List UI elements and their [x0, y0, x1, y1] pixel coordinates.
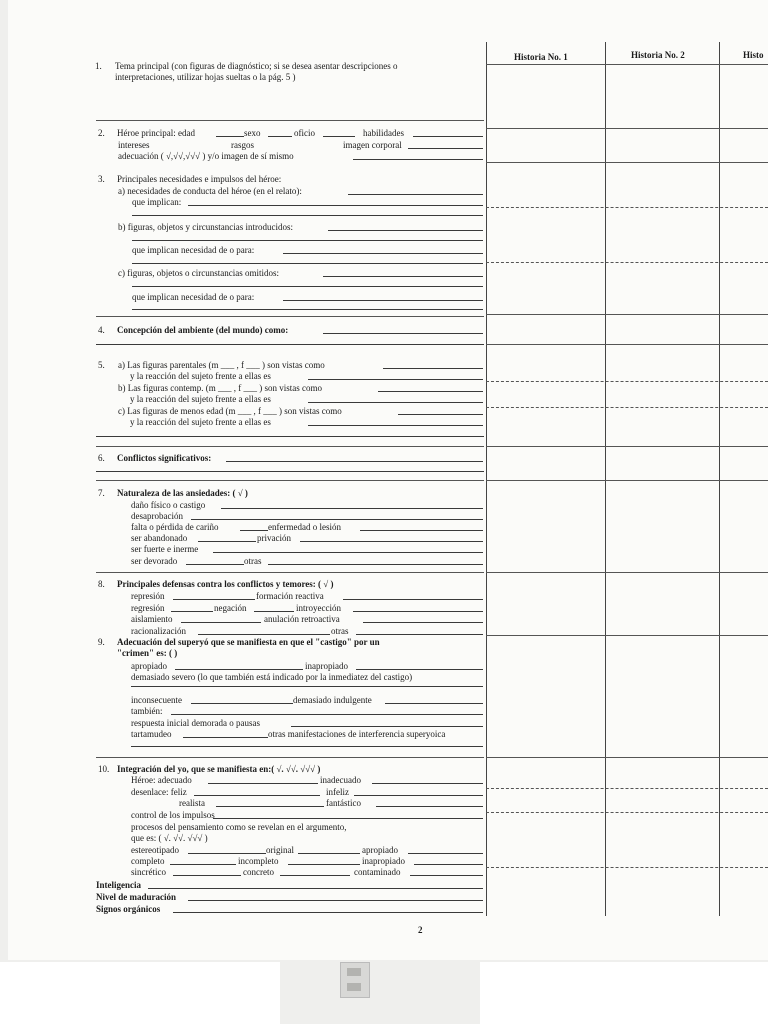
grid-dashed-line	[486, 788, 768, 789]
blank-line[interactable]	[283, 253, 483, 254]
blank-line[interactable]	[328, 230, 483, 231]
superyo-inconsecuente: inconsecuente	[131, 695, 182, 705]
section-separator	[96, 316, 484, 317]
blank-line[interactable]	[96, 471, 484, 472]
yo-inapropiado: inapropiado	[362, 856, 405, 866]
grid-line	[486, 480, 768, 481]
section-9-title-2: "crimen" es: ( )	[117, 648, 178, 658]
heroe-rasgos-label: rasgos	[231, 140, 254, 150]
blank-line[interactable]	[385, 703, 483, 704]
superyo-respuesta-demorada: respuesta inicial demorada o pausas	[131, 718, 260, 728]
yo-heroe-adecuado: Héroe: adecuado	[131, 775, 192, 785]
blank-line[interactable]	[283, 300, 483, 301]
section-6-title: Conflictos significativos:	[117, 453, 212, 463]
blank-line[interactable]	[188, 853, 266, 854]
grid-line	[486, 344, 768, 345]
blank-line[interactable]	[171, 611, 213, 612]
superyo-tartamudeo: tartamudeo	[131, 729, 172, 739]
column-header-historia-2: Historia No. 2	[631, 50, 685, 60]
yo-concreto: concreto	[243, 867, 274, 877]
page-number: 2	[418, 925, 423, 935]
blank-line[interactable]	[356, 634, 483, 635]
grid-line	[486, 162, 768, 163]
item-number: 6.	[98, 453, 105, 463]
section-separator	[96, 480, 484, 481]
blank-line[interactable]	[288, 864, 360, 865]
blank-line[interactable]	[413, 136, 483, 137]
yo-que-es: que es: ( √. √√. √√√ )	[131, 833, 208, 843]
blank-line[interactable]	[300, 541, 483, 542]
section-3-c: c) figuras, objetos o circunstancias omitidos:	[118, 268, 279, 278]
blank-line[interactable]	[132, 286, 483, 287]
yo-procesos-pensamiento: procesos del pensamiento como se revelan en el argumento,	[131, 822, 347, 832]
blank-line[interactable]	[173, 599, 255, 600]
blank-line[interactable]	[148, 888, 483, 889]
defensa-otras: otras	[331, 626, 349, 636]
blank-line[interactable]	[240, 530, 268, 531]
blank-line[interactable]	[188, 900, 483, 901]
ansiedad-privacion: privación	[257, 533, 291, 543]
item-number: 8.	[98, 579, 105, 589]
blank-line[interactable]	[170, 864, 236, 865]
blank-line[interactable]	[131, 686, 483, 687]
blank-line[interactable]	[268, 564, 483, 565]
blank-line[interactable]	[191, 519, 483, 520]
section-5-c2: y la reacción del sujeto frente a ellas es	[130, 417, 271, 427]
blank-line[interactable]	[216, 806, 324, 807]
heroe-habilidades-label: habilidades	[363, 128, 404, 138]
blank-line[interactable]	[194, 795, 320, 796]
heroe-edad-label: Héroe principal: edad	[117, 128, 195, 138]
blank-line[interactable]	[353, 611, 483, 612]
ansiedad-fuerte: ser fuerte e inerme	[131, 544, 199, 554]
blank-line[interactable]	[298, 853, 360, 854]
section-3-a-sub: que implican:	[132, 197, 182, 207]
yo-fantastico: fantástico	[326, 798, 361, 808]
yo-inadecuado: inadecuado	[320, 775, 361, 785]
grid-line	[486, 757, 768, 758]
superyo-otras-manifestaciones: otras manifestaciones de interferencia superyoica	[268, 729, 446, 739]
grid-dashed-line	[486, 812, 768, 813]
blank-line[interactable]	[96, 344, 484, 345]
section-5-c1: c) Las figuras de menos edad (m ___ , f ___ ) son vistas como	[118, 406, 342, 416]
blank-line[interactable]	[132, 240, 483, 241]
blank-line[interactable]	[356, 669, 483, 670]
yo-contaminado: contaminado	[354, 867, 401, 877]
grid-dashed-line	[486, 381, 768, 382]
section-9-title: Adecuación del superyó que se manifiesta en que el "castigo" por un	[117, 637, 380, 647]
section-separator	[96, 446, 484, 447]
section-1-title: Tema principal (con figuras de diagnóstico; si se desea asentar descripciones o	[115, 61, 398, 71]
ansiedad-devorado: ser devorado	[131, 556, 178, 566]
defensa-regresion: regresión	[131, 603, 165, 613]
yo-desenlace-feliz: desenlace: feliz	[131, 787, 187, 797]
blank-line[interactable]	[188, 205, 483, 206]
blank-line[interactable]	[226, 461, 483, 462]
superyo-apropiado: apropiado	[131, 661, 167, 671]
grid-line	[486, 64, 768, 65]
blank-line[interactable]	[96, 436, 484, 437]
blank-line[interactable]	[308, 425, 483, 426]
defensa-introyeccion: introyección	[296, 603, 341, 613]
blank-line[interactable]	[132, 263, 483, 264]
heroe-oficio-label: oficio	[294, 128, 315, 138]
item-number: 7.	[98, 488, 105, 498]
blank-line[interactable]	[213, 552, 483, 553]
blank-line[interactable]	[410, 875, 483, 876]
inteligencia-label: Inteligencia	[96, 880, 141, 890]
defensa-represion: represión	[131, 591, 165, 601]
yo-realista: realista	[179, 798, 205, 808]
section-5-b1: b) Las figuras contemp. (m ___ , f ___ ) son vistas como	[118, 383, 322, 393]
yo-estereotipado: estereotipado	[131, 845, 179, 855]
ansiedad-enfermedad: enfermedad o lesión	[268, 522, 341, 532]
ansiedad-desaprobacion: desaprobación	[131, 511, 183, 521]
section-separator	[96, 120, 484, 121]
item-number: 1.	[95, 61, 102, 71]
grid-dashed-line	[486, 407, 768, 408]
ansiedad-otras: otras	[244, 556, 262, 566]
section-3-b: b) figuras, objetos y circunstancias introducidos:	[118, 222, 293, 232]
blank-line[interactable]	[191, 703, 293, 704]
blank-line[interactable]	[183, 737, 268, 738]
heroe-adecuacion-label: adecuación ( √,√√,√√√ ) y/o imagen de sí mismo	[118, 151, 294, 161]
signos-organicos-label: Signos orgánicos	[96, 904, 161, 914]
yo-control-impulsos: control de los impulsos	[131, 810, 215, 820]
grid-line	[486, 128, 768, 129]
section-10-title: Integración del yo, que se manifiesta en:( √. √√. √√√ )	[117, 764, 321, 774]
superyo-indulgente: demasiado indulgente	[293, 695, 372, 705]
superyo-inapropiado: inapropiado	[305, 661, 348, 671]
blank-line[interactable]	[323, 136, 355, 137]
column-divider	[486, 42, 487, 916]
superyo-tambien: también:	[131, 706, 163, 716]
blank-line[interactable]	[323, 333, 483, 334]
heroe-imagen-label: imagen corporal	[343, 140, 402, 150]
section-8-title: Principales defensas contra los conflictos y temores: ( √ )	[117, 579, 334, 589]
blank-line[interactable]	[372, 783, 483, 784]
yo-infeliz: infeliz	[326, 787, 349, 797]
scan-edge	[0, 962, 280, 1024]
grid-dashed-line	[486, 262, 768, 263]
section-5-b2: y la reacción del sujeto frente a ellas es	[130, 394, 271, 404]
yo-sincretico: sincrético	[131, 867, 166, 877]
yo-completo: completo	[131, 856, 165, 866]
blank-line[interactable]	[308, 379, 483, 380]
yo-original: original	[266, 845, 294, 855]
item-number: 10.	[98, 764, 110, 774]
ansiedad-abandonado: ser abandonado	[131, 533, 188, 543]
blank-line[interactable]	[132, 215, 483, 216]
blank-line[interactable]	[323, 276, 483, 277]
defensa-negacion: negación	[214, 603, 247, 613]
superyo-severo: demasiado severo (lo que también está indicado por la inmediatez del castigo)	[131, 672, 413, 682]
blank-line[interactable]	[221, 508, 483, 509]
blank-line[interactable]	[173, 912, 483, 913]
blank-line[interactable]	[208, 783, 318, 784]
section-1-subtitle: interpretaciones, utilizar hojas sueltas o la pág. 5 )	[115, 72, 296, 82]
nivel-maduracion-label: Nivel de maduración	[96, 892, 176, 902]
section-5-a1: a) Las figuras parentales (m ___ , f ___ ) son vistas como	[118, 360, 325, 370]
defensa-racionalizacion: racionalización	[131, 626, 186, 636]
column-divider	[605, 42, 606, 916]
blank-line[interactable]	[175, 669, 303, 670]
section-5-a2: y la reacción del sujeto frente a ellas es	[130, 371, 271, 381]
section-4-title: Concepción del ambiente (del mundo) como:	[117, 325, 289, 335]
heroe-sexo-label: sexo	[244, 128, 261, 138]
film-strip-icon	[340, 962, 370, 998]
item-number: 2.	[98, 128, 105, 138]
blank-line[interactable]	[131, 746, 483, 747]
blank-line[interactable]	[268, 136, 292, 137]
blank-line[interactable]	[363, 622, 483, 623]
blank-line[interactable]	[216, 136, 244, 137]
blank-line[interactable]	[378, 391, 483, 392]
blank-line[interactable]	[198, 541, 256, 542]
grid-line	[486, 635, 768, 636]
scan-edge	[480, 962, 768, 1024]
grid-dashed-line	[486, 867, 768, 868]
section-separator	[96, 757, 484, 758]
grid-dashed-line	[486, 207, 768, 208]
blank-line[interactable]	[254, 611, 294, 612]
blank-line[interactable]	[354, 795, 483, 796]
blank-line[interactable]	[353, 159, 483, 160]
blank-line[interactable]	[398, 414, 483, 415]
blank-line[interactable]	[343, 599, 483, 600]
blank-line[interactable]	[181, 622, 261, 623]
column-divider	[719, 42, 720, 916]
defensa-formacion-reactiva: formación reactiva	[256, 591, 324, 601]
blank-line[interactable]	[132, 309, 483, 310]
section-3-title: Principales necesidades e impulsos del héroe:	[117, 174, 282, 184]
grid-line	[486, 446, 768, 447]
column-header-historia-3: Histo	[743, 50, 764, 60]
blank-line[interactable]	[308, 402, 483, 403]
blank-line[interactable]	[408, 853, 483, 854]
blank-line[interactable]	[376, 806, 483, 807]
item-number: 9.	[98, 637, 105, 647]
ansiedad-danio: daño físico o castigo	[131, 500, 206, 510]
section-3-a: a) necesidades de conducta del héroe (en el relato):	[118, 186, 302, 196]
item-number: 4.	[98, 325, 105, 335]
blank-line[interactable]	[198, 634, 330, 635]
blank-line[interactable]	[348, 194, 483, 195]
grid-line	[486, 572, 768, 573]
item-number: 3.	[98, 174, 105, 184]
defensa-anulacion: anulación retroactiva	[264, 614, 340, 624]
blank-line[interactable]	[173, 875, 241, 876]
section-separator	[96, 572, 484, 573]
section-7-title: Naturaleza de las ansiedades: ( √ )	[117, 488, 248, 498]
grid-line	[486, 314, 768, 315]
section-3-c-sub: que implican necesidad de o para:	[132, 292, 255, 302]
blank-line[interactable]	[171, 714, 483, 715]
blank-line[interactable]	[213, 818, 483, 819]
section-3-b-sub: que implican necesidad de o para:	[132, 245, 255, 255]
blank-line[interactable]	[280, 875, 350, 876]
blank-line[interactable]	[414, 864, 483, 865]
form-page	[8, 0, 768, 960]
item-number: 5.	[98, 360, 105, 370]
blank-line[interactable]	[291, 726, 483, 727]
blank-line[interactable]	[408, 148, 483, 149]
blank-line[interactable]	[186, 564, 244, 565]
blank-line[interactable]	[360, 530, 483, 531]
yo-incompleto: incompleto	[238, 856, 279, 866]
ansiedad-falta-carinio: falta o pérdida de cariño	[131, 522, 219, 532]
blank-line[interactable]	[383, 368, 483, 369]
heroe-intereses-label: intereses	[118, 140, 150, 150]
column-header-historia-1: Historia No. 1	[514, 52, 568, 62]
yo-apropiado: apropiado	[362, 845, 398, 855]
defensa-aislamiento: aislamiento	[131, 614, 173, 624]
